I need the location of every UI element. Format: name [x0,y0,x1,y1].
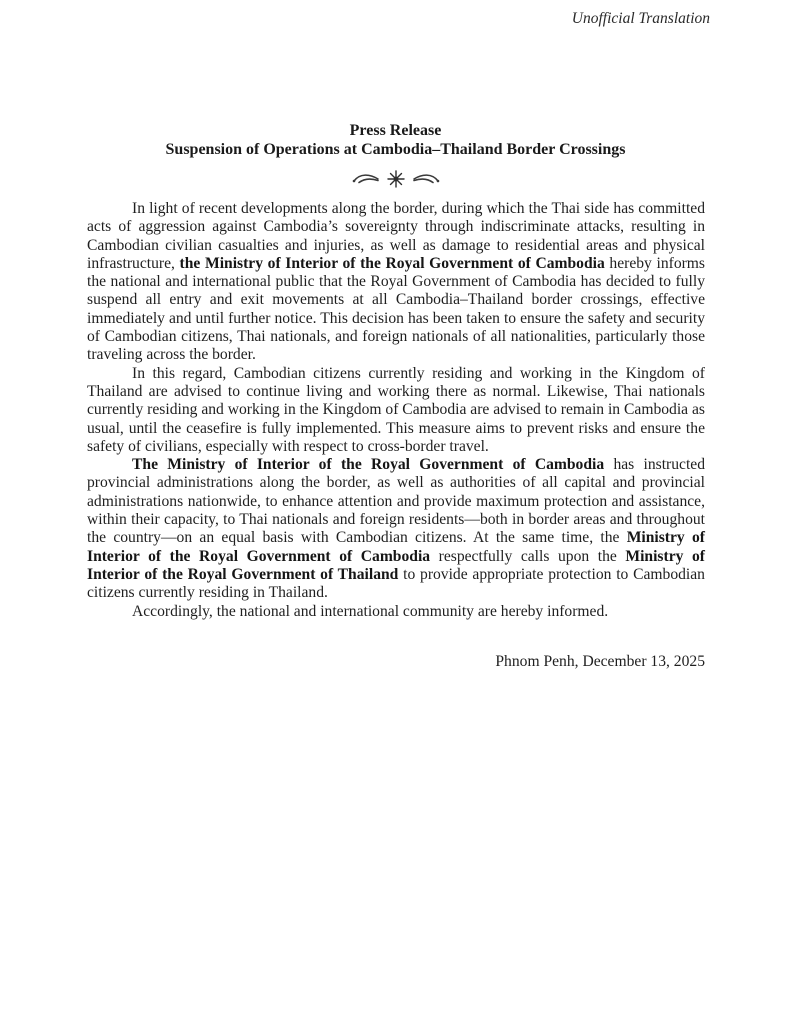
paragraph [87,603,705,621]
page-title: Press Release [349,122,442,139]
bold-text-run: Ministry of Interior of the Royal Government of Cambodia [87,529,705,565]
bold-text-run: The Ministry of Interior of the Royal Government of Cambodia [132,456,605,474]
text-run: respectfully calls upon the [430,547,626,565]
unofficial-translation-note: Unofficial Translation [571,10,710,27]
ornament-divider-icon [0,167,791,191]
press-release-body [87,200,705,621]
paragraph [87,365,705,456]
text-run: Accordingly, the national and international community are hereby informed. [132,602,609,620]
dateline: Phnom Penh, December 13, 2025 [495,652,705,670]
bold-text-run: the Ministry of Interior of the Royal Government of Cambodia [179,254,605,272]
text-run: In this regard, Cambodian citizens currently residing and working in the Kingdom of Thailand are advised to continue living and working there as normal. Likewise, Thai nationals currently residing and working in the Kingdom of Cambodia are advised to remain in Cambodia as usual, until the ceasefire is fully implemented. This measure aims to prevent risks and ensure the safety of civilians, especially with respect to cross-border travel. [87,364,705,455]
bold-text-run: Ministry of Interior of the Royal Government of Thailand [87,547,705,583]
text-run: has instructed provincial administrations along the border, as well as authorities of all capital and provincial administrations nationwide, to enhance attention and provide maximum protection and assistance, within their capacity, to Thai nationals and foreign residents—both in border areas and throughout the country—on an equal basis with Cambodian citizens. At the same time, the [87,456,706,547]
paragraph [87,456,705,602]
paragraph [87,200,705,365]
page-subtitle: Suspension of Operations at Cambodia–Thailand Border Crossings [165,141,626,158]
text-run: In light of recent developments along the border, during which the Thai side has committed acts of aggression against Cambodia’s sovereignty through indiscriminate attacks, resulting in Cambodian civilian casualties and injuries, as well as damage to residential areas and physical infrastructure, [87,200,705,272]
text-run: hereby informs the national and international public that the Royal Government of Cambodia has decided to fully suspend all entry and exit movements at all Cambodia–Thailand border crossings, effective immediately and until further notice. This decision has been taken to ensure the safety and security of Cambodian citizens, Thai nationals, and foreign nationals of all nationalities, particularly those traveling across the border. [87,254,706,364]
text-run: to provide appropriate protection to Cambodian citizens currently residing in Thailand. [87,565,705,602]
